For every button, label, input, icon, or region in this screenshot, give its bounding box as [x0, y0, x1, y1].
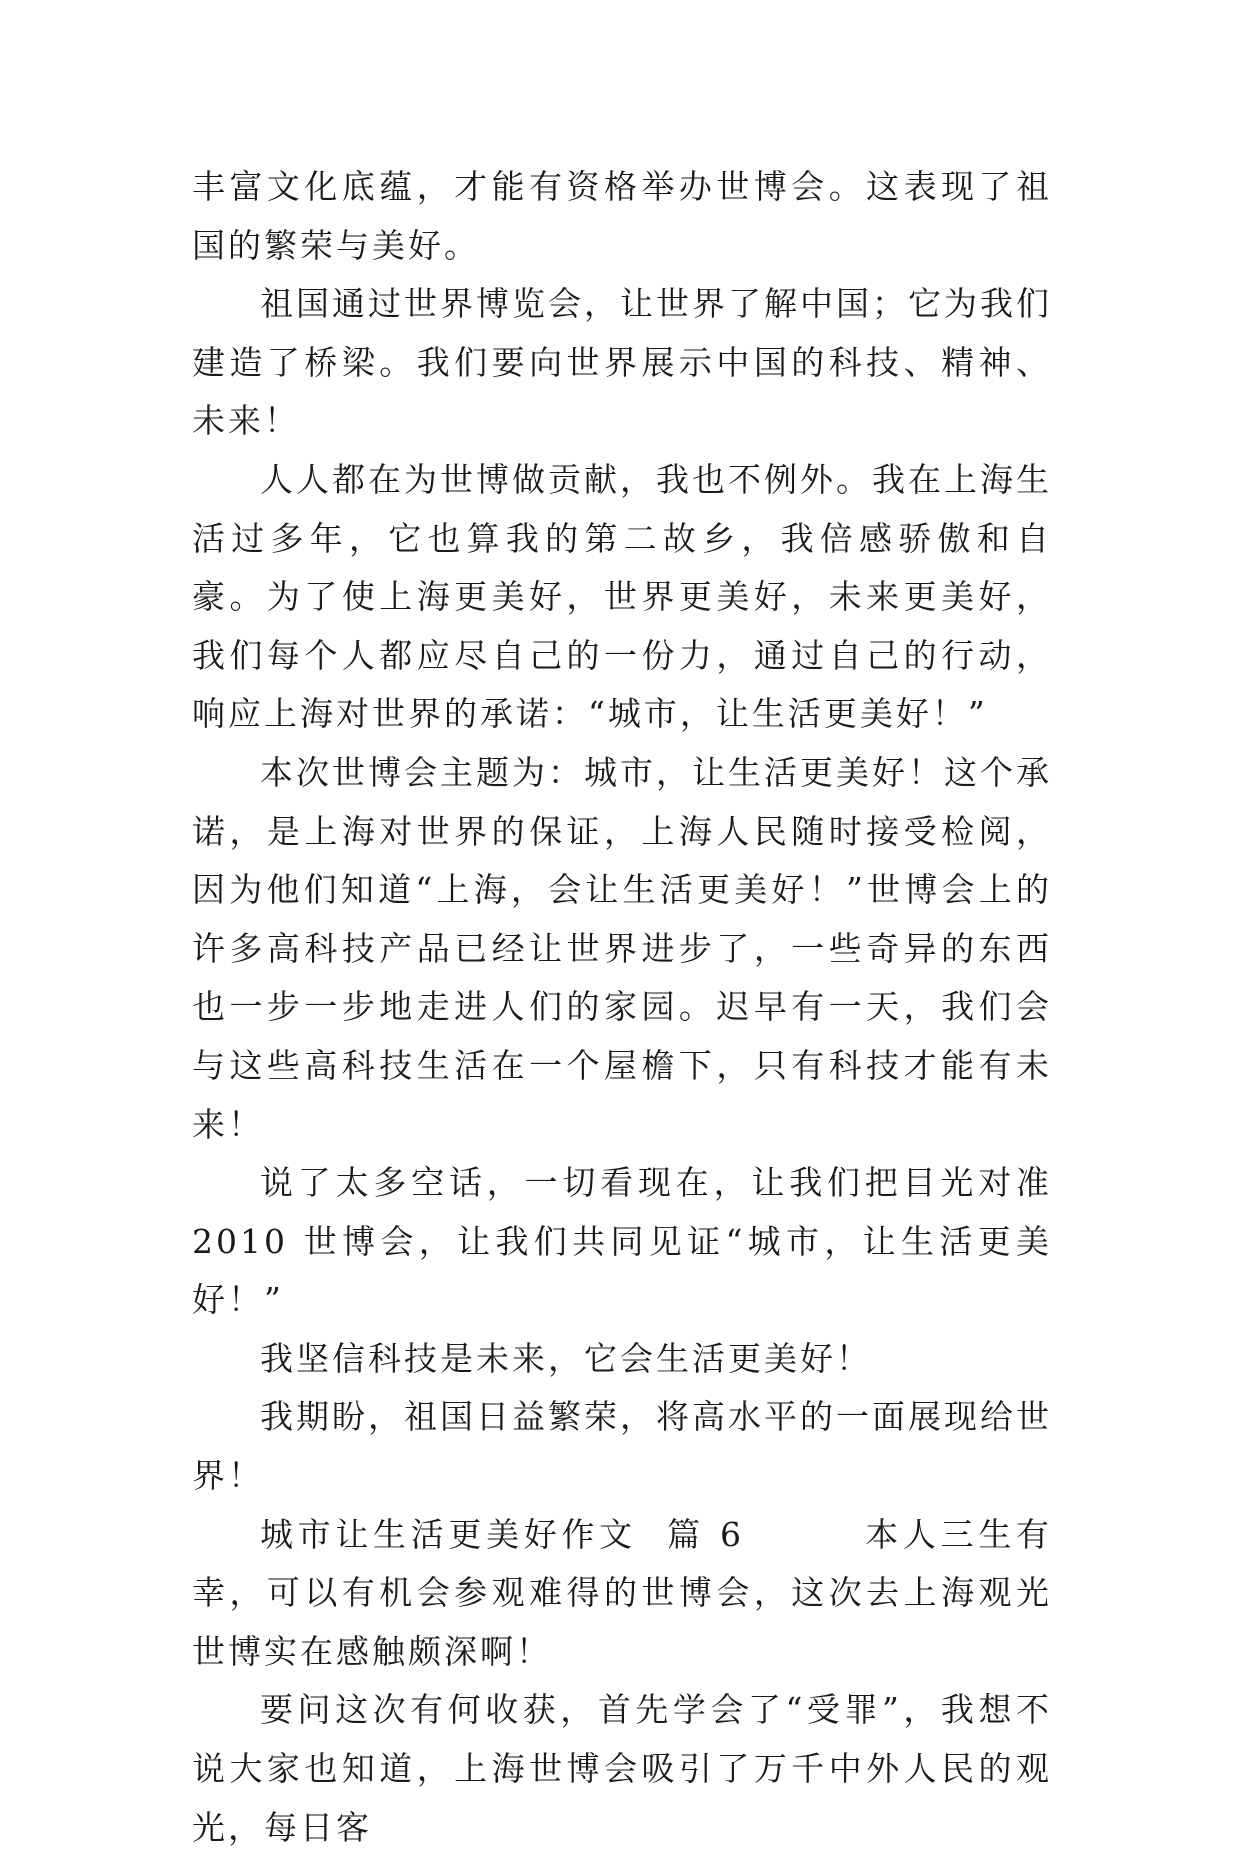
document-body	[192, 158, 1052, 1857]
section-heading-paragraph: 城市让生活更美好作文 篇 6 本人三生有幸，可以有机会参观难得的世博会，这次去上海观光世博实在感触颇深啊！	[192, 1514, 1052, 1671]
paragraph: 丰富文化底蕴，才能有资格举办世博会。这表现了祖国的繁荣与美好。	[192, 167, 1052, 265]
paragraph: 我期盼，祖国日益繁荣，将高水平的一面展现给世界！	[192, 1397, 1052, 1496]
paragraph: 祖国通过世界博览会，让世界了解中国；它为我们建造了桥梁。我们要向世界展示中国的科技、精神、未来！	[192, 284, 1052, 441]
paragraph: 人人都在为世博做贡献，我也不例外。我在上海生活过多年，它也算我的第二故乡，我倍感骄傲和自豪。为了使上海更美好，世界更美好，未来更美好，我们每个人都应尽自己的一份力，通过自己的行动，响应上海对世界的承诺：“城市，让生活更美好！”	[192, 459, 1052, 734]
paragraph: 要问这次有何收获，首先学会了“受罪”，我想不说大家也知道，上海世博会吸引了万千中外人民的观光，每日客	[192, 1690, 1052, 1847]
paragraph: 说了太多空话，一切看现在，让我们把目光对准 2010 世博会，让我们共同见证“城市，让生活更美好！”	[192, 1163, 1052, 1320]
paragraph: 我坚信科技是未来，它会生活更美好！	[260, 1338, 872, 1378]
paragraph: 本次世博会主题为：城市，让生活更美好！这个承诺，是上海对世界的保证，上海人民随时接受检阅，因为他们知道“上海，会让生活更美好！”世博会上的许多高科技产品已经让世界进步了，一些奇异的东西也一步一步地走进人们的家园。迟早有一天，我们会与这些高科技生活在一个屋檐下，只有科技才能有未来！	[192, 752, 1052, 1144]
